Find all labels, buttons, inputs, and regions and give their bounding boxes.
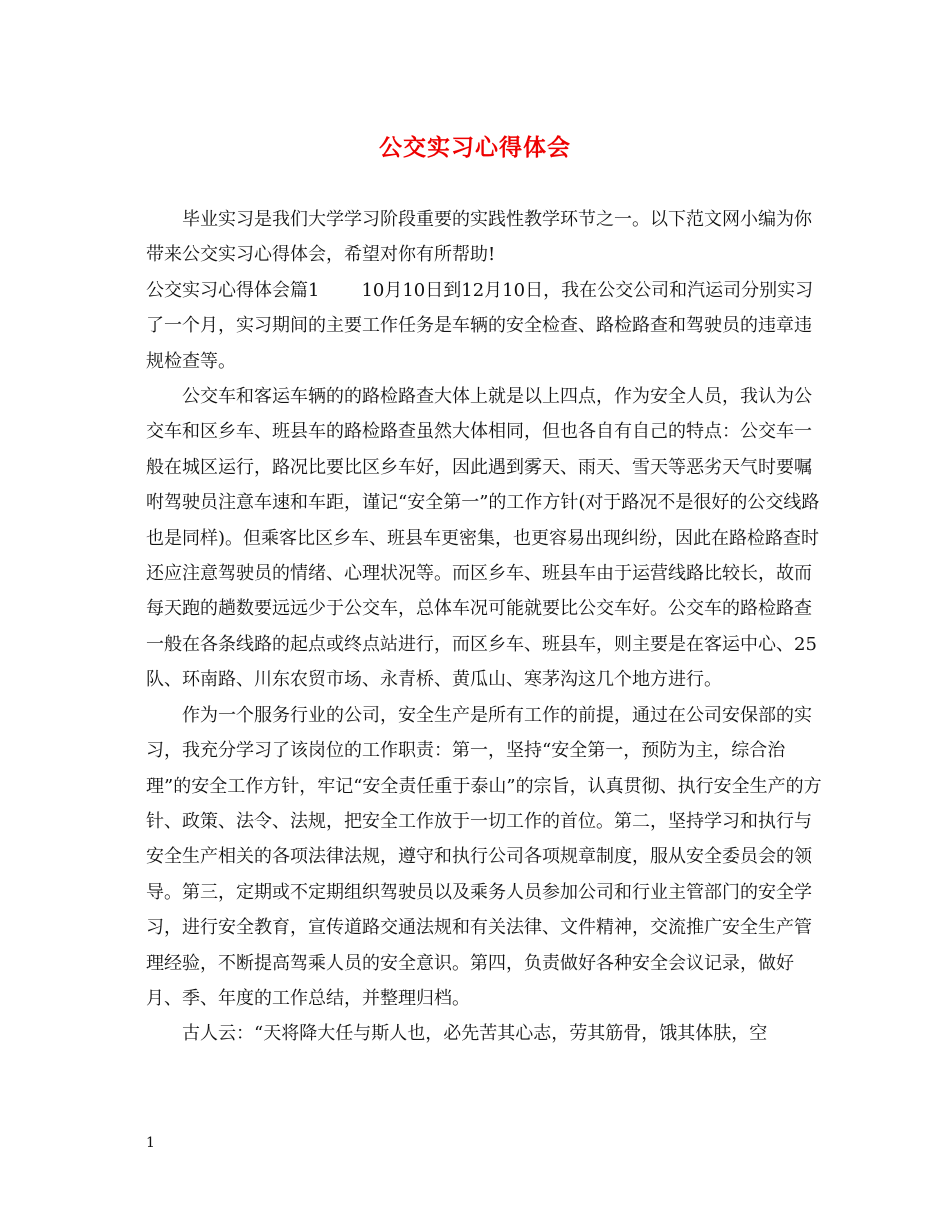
paragraph-quote: 古人云：“天将降大任与斯人也，必先苦其心志，劳其筋骨，饿其体肤，空 [182, 1023, 768, 1045]
document-title: 公交实习心得体会 [379, 134, 571, 161]
section-label: 公交实习心得体会篇1 [146, 279, 320, 301]
paragraph-inspection: 公交车和客运车辆的的路检路查大体上就是以上四点，作为安全人员，我认为公交车和区乡车、班县车的路检路查虽然大体相同，但也各自有自己的特点：公交车一般在城区运行，路况比要比区乡车好，因此遇到雾天、雨天、雪天等恶劣天气时要嘱咐驾驶员注意车速和车距，谨记“安全第一”的工作方针(对于路况不是很好的公交线路也是同样)。但乘客比区乡车、班县车更密集，也更容易出现纠纷，因此在路检路查时还应注意驾驶员的情绪、心理状况等。而区乡车、班县车由于运营线路比较长，故而每天跑的趟数要远远少于公交车，总体车况可能就要比公交车好。公交车的路检路查一般在各条线路的起点或终点站进行，而区乡车、班县车，则主要是在客运中心、25队、环南路、川东农贸市场、永青桥、黄瓜山、寒茅沟这几个地方进行。 [146, 386, 820, 691]
page-number: 1 [146, 1135, 155, 1151]
paragraph-part1-text: 10月10日到12月10日，我在公交公司和汽运司分别实习了一个月，实习期间的主要工作任务是车辆的安全检查、路检路查和驾驶员的违章违规检查等。 [146, 279, 814, 372]
paragraph-intro: 毕业实习是我们大学学习阶段重要的实践性教学环节之一。以下范文网小编为你带来公交实习心得体会，希望对你有所帮助! [146, 209, 812, 266]
paragraph-duties: 作为一个服务行业的公司，安全生产是所有工作的前提，通过在公司安保部的实习，我充分学习了该岗位的工作职责：第一，坚持“安全第一，预防为主，综合治理”的安全工作方针，牢记“安全责任重于泰山”的宗旨，认真贯彻、执行安全生产的方针、政策、法令、法规，把安全工作放于一切工作的首位。第二，坚持学习和执行与安全生产相关的各项法律法规，遵守和执行公司各项规章制度，服从安全委员会的领导。第三，定期或不定期组织驾驶员以及乘务人员参加公司和行业主管部门的安全学习，进行安全教育，宣传道路交通法规和有关法律、文件精神，交流推广安全生产管理经验，不断提高驾乘人员的安全意识。第四，负责做好各种安全会议记录，做好月、季、年度的工作总结，并整理归档。 [146, 704, 822, 1009]
paragraph-part1 [146, 273, 826, 379]
document-body [146, 202, 826, 1052]
